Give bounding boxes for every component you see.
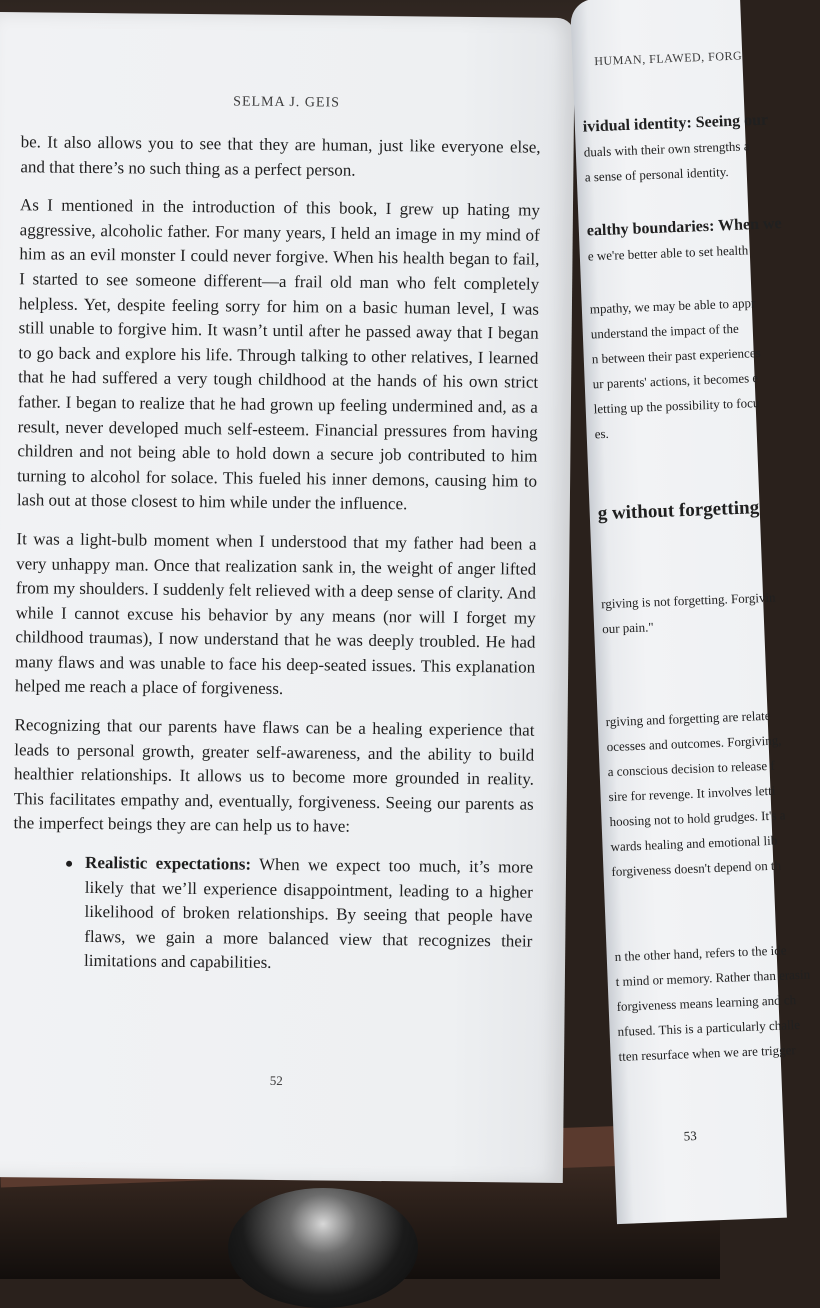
right-fragment: rgiving and forgetting are relate [605,707,771,730]
right-fragment: wards healing and emotional lib [610,832,778,855]
right-page [570,0,811,1224]
right-fragment: ocesses and outcomes. Forgiving, [606,732,782,755]
section-heading: g without forgetting [597,497,760,525]
right-fragment: e we're better able to set health [587,242,749,264]
paragraph: be. It also allows you to see that they are human, just like everyone else, and that there’s no such thing as a perfect person. [20,132,541,180]
right-fragment: es. [594,425,610,442]
paragraph: As I mentioned in the introduction of this book, I grew up hating my aggressive, alcoholic father. For many years, I held an image in my mind of him as an evil monster I could never forgive. When his health began to fail, I started to see someone different—a frail old man who felt completely helpless. Yet, despite feeling sorry for him on a basic human level, I was still unable to forgive him. It wasn’t until after he passed away that I began to go back and explore his life. Through talking to other relatives, I learned that he had suffered a very tough childhood at the hands of his own strict father. I began to realize that he had grown up feeling undermined and, as a result, never developed much self-esteem. Financial pressures from having children and not being able to hold down a secure job contributed to him turning to alcohol for solace. This fueled his inner demons, causing him to lash out at those closest to him while under the influence. [16,195,541,514]
right-fragment: ur parents' actions, it becomes e [592,370,759,392]
running-head-author: SELMA J. GEIS [233,94,341,111]
right-fragment: letting up the possibility to focu [593,395,760,417]
running-head-title: HUMAN, FLAWED, FORG [594,48,743,69]
bullet-term: Realistic expectations: [84,852,252,874]
right-fragment: nfused. This is a particularly challe [617,1016,801,1039]
right-fragment: forgiveness doesn't depend on th [611,857,782,880]
metal-knob [228,1188,418,1308]
right-fragment: a sense of personal identity. [584,164,729,185]
right-fragment: rgiving is not forgetting. Forgivin [600,589,776,612]
right-fragment: n the other hand, refers to the ide [614,942,787,964]
right-fragment: forgiveness means learning and ch [616,992,797,1014]
right-fragment: ividual identity: Seeing our [582,111,769,136]
right-fragment: t mind or memory. Rather than erasin [615,966,811,989]
right-fragment: hoosing not to hold grudges. It's a [609,807,786,830]
right-fragment: duals with their own strengths a [583,138,750,160]
paragraph: Recognizing that our parents have flaws can be a healing experience that leads to personal growth, greater self-awareness, and the ability to build healthier relationships. It allows us to become more grounded in reality. This facilitates empathy and, eventually, forgiveness. Seeing our parents as the imperfect beings they are can help us to have: [13,715,535,837]
paragraph: It was a light-bulb moment when I understood that my father had been a very unhappy man. Once that realization sank in, the weight of anger lifted from my shoulders. I suddenly felt relieved with a deep sense of clarity. And while I cannot excuse his behavior by any means (nor will I forget my childhood traumas), I now understand that he was deeply troubled. He had many flaws and was unable to face his deep-seated issues. This explanation helped me reach a place of forgiveness. [14,529,537,699]
right-fragment: our pain." [601,619,654,637]
page-number-left: 52 [269,1072,283,1089]
right-fragment: tten resurface when we are trigger [618,1042,796,1064]
page-number-right: 53 [683,1127,697,1144]
bullet-list [12,850,533,978]
right-fragment: mpathy, we may be able to appr [589,295,756,317]
bullet-item [84,851,533,979]
right-fragment: sire for revenge. It involves letti [608,782,776,805]
left-page [0,12,575,1183]
left-page-body [12,130,541,978]
right-fragment: understand the impact of the [590,320,740,342]
right-fragment: ealthy boundaries: When we [586,215,782,240]
bullet-dot-icon [66,861,72,867]
bullet-text: When we expect too much, it’s more likely that we’ll experience disappointment, leading to a higher likelihood of broken relationships. By seeing that people have flaws, we gain a more balanced view that recognizes their limitations and capabilities. [83,854,534,973]
right-fragment: n between their past experiences [591,344,761,367]
right-fragment: a conscious decision to release f [607,757,775,780]
